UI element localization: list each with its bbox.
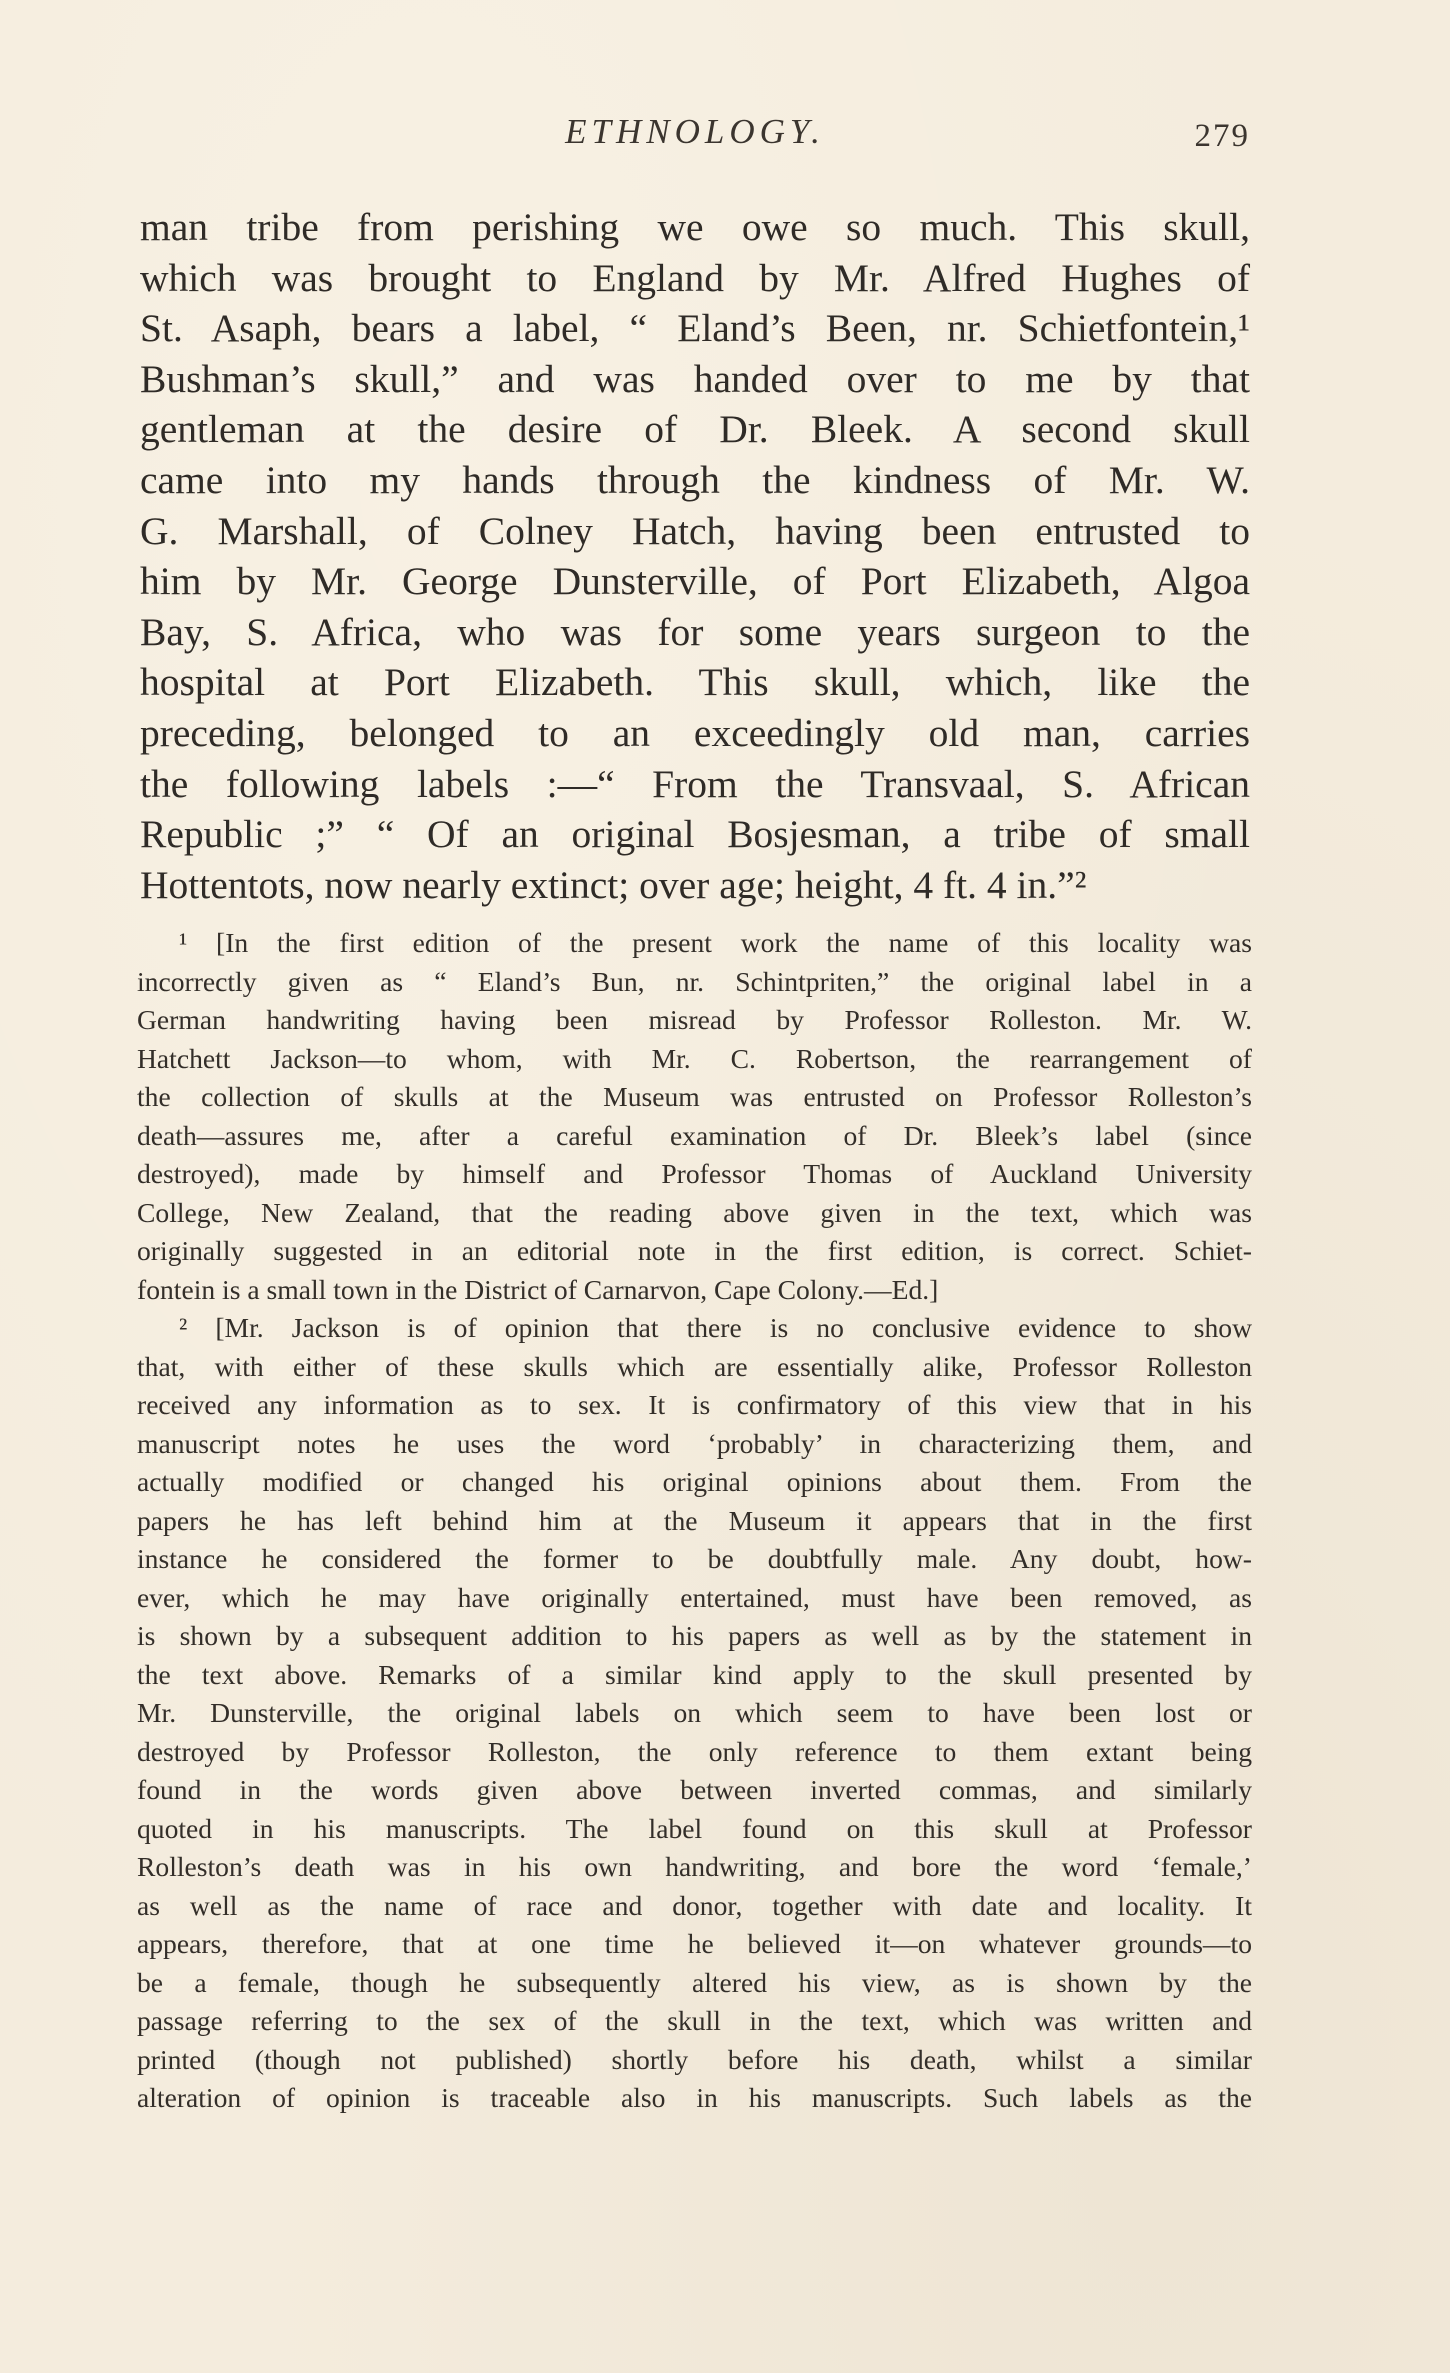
footnote-1-line: German handwriting having been misread by Professor Rolleston. Mr. W.	[137, 1004, 1252, 1035]
footnotes	[137, 924, 1252, 2118]
footnote-2-line: appears, therefore, that at one time he believed it—on whatever grounds—to	[137, 1928, 1252, 1959]
text-line: Hottentots, now nearly extinct; over age; height, 4 ft. 4 in.”²	[140, 862, 1087, 907]
page-header	[140, 112, 1250, 162]
footnote-2-line: that, with either of these skulls which are essentially alike, Professor Rolleston	[137, 1350, 1252, 1382]
footnote-1-line: ¹ [In the first edition of the present work the name of this locality was	[179, 927, 1252, 958]
footnote-2-line: passage referring to the sex of the skull in the text, which was written and	[137, 2005, 1252, 2036]
text-line: G. Marshall, of Colney Hatch, having been entrusted to	[140, 508, 1250, 553]
footnote-2-line: papers he has left behind him at the Museum it appears that in the first	[137, 1504, 1252, 1536]
text-line: the following labels :—“ From the Transvaal, S. African	[140, 761, 1250, 806]
footnote-2-line: is shown by a subsequent addition to his papers as well as by the statement in	[137, 1620, 1252, 1651]
footnote-2-line: received any information as to sex. It is confirmatory of this view that in his	[137, 1389, 1252, 1420]
footnote-2-line: instance he considered the former to be doubtfully male. Any doubt, how-	[137, 1543, 1252, 1574]
footnote-2-line: ever, which he may have originally entertained, must have been removed, as	[137, 1581, 1252, 1613]
text-line: Bushman’s skull,” and was handed over to me by that	[140, 356, 1250, 401]
text-line: Republic ;” “ Of an original Bosjesman, a tribe of small	[140, 812, 1250, 857]
footnote-2-line: destroyed by Professor Rolleston, the only reference to them extant being	[137, 1735, 1252, 1767]
footnote-1-line: originally suggested in an editorial note in the first edition, is correct. Schiet-	[137, 1235, 1252, 1266]
text-line: him by Mr. George Dunsterville, of Port Elizabeth, Algoa	[140, 559, 1250, 604]
text-line: Bay, S. Africa, who was for some years surgeon to the	[140, 609, 1250, 654]
footnote-2-line: ² [Mr. Jackson is of opinion that there is no conclusive evidence to show	[179, 1312, 1252, 1343]
page-number: 279	[1194, 118, 1250, 154]
text-line: St. Asaph, bears a label, “ Eland’s Been, nr. Schietfontein,¹	[140, 306, 1250, 351]
text-line: came into my hands through the kindness of Mr. W.	[140, 457, 1250, 502]
running-head: ETHNOLOGY.	[565, 112, 825, 151]
footnote-1-line: incorrectly given as “ Eland’s Bun, nr. Schintpriten,” the original label in a	[137, 965, 1252, 997]
footnote-1-line: College, New Zealand, that the reading above given in the text, which was	[137, 1196, 1252, 1228]
footnote-1-line: the collection of skulls at the Museum was entrusted on Professor Rolleston’s	[137, 1081, 1252, 1112]
footnote-2-line: manuscript notes he uses the word ‘probably’ in characterizing them, and	[137, 1427, 1252, 1459]
footnote-2-line: as well as the name of race and donor, together with date and locality. It	[137, 1889, 1252, 1921]
footnote-2-line: actually modified or changed his original opinions about them. From the	[137, 1466, 1252, 1497]
footnote-2-line: found in the words given above between inverted commas, and similarly	[137, 1774, 1252, 1805]
footnote-2-line: be a female, though he subsequently altered his view, as is shown by the	[137, 1966, 1252, 1998]
text-line: preceding, belonged to an exceedingly old man, carries	[140, 710, 1250, 755]
text-line: hospital at Port Elizabeth. This skull, which, like the	[140, 660, 1250, 705]
text-line: which was brought to England by Mr. Alfred Hughes of	[140, 255, 1250, 300]
main-text	[140, 202, 1250, 910]
footnote-2-line: Mr. Dunsterville, the original labels on which seem to have been lost or	[137, 1697, 1252, 1728]
footnote-2-line: printed (though not published) shortly before his death, whilst a similar	[137, 2043, 1252, 2075]
footnote-1-line: Hatchett Jackson—to whom, with Mr. C. Robertson, the rearrangement of	[137, 1042, 1252, 1074]
footnote-2-line: Rolleston’s death was in his own handwriting, and bore the word ‘female,’	[137, 1851, 1252, 1882]
footnote-2-line: quoted in his manuscripts. The label found on this skull at Professor	[137, 1812, 1252, 1844]
footnote-1-line: death—assures me, after a careful examination of Dr. Bleek’s label (since	[137, 1119, 1252, 1151]
footnote-2-line: alteration of opinion is traceable also in his manuscripts. Such labels as the	[137, 2082, 1252, 2113]
text-line: gentleman at the desire of Dr. Bleek. A second skull	[140, 407, 1250, 452]
footnote-1-line: fontein is a small town in the District of Carnarvon, Cape Colony.—Ed.]	[137, 1273, 939, 1305]
text-line: man tribe from perishing we owe so much. This skull,	[140, 205, 1250, 249]
footnote-2-line: the text above. Remarks of a similar kind apply to the skull presented by	[137, 1658, 1252, 1690]
footnote-1-line: destroyed), made by himself and Professor Thomas of Auckland University	[137, 1158, 1252, 1189]
